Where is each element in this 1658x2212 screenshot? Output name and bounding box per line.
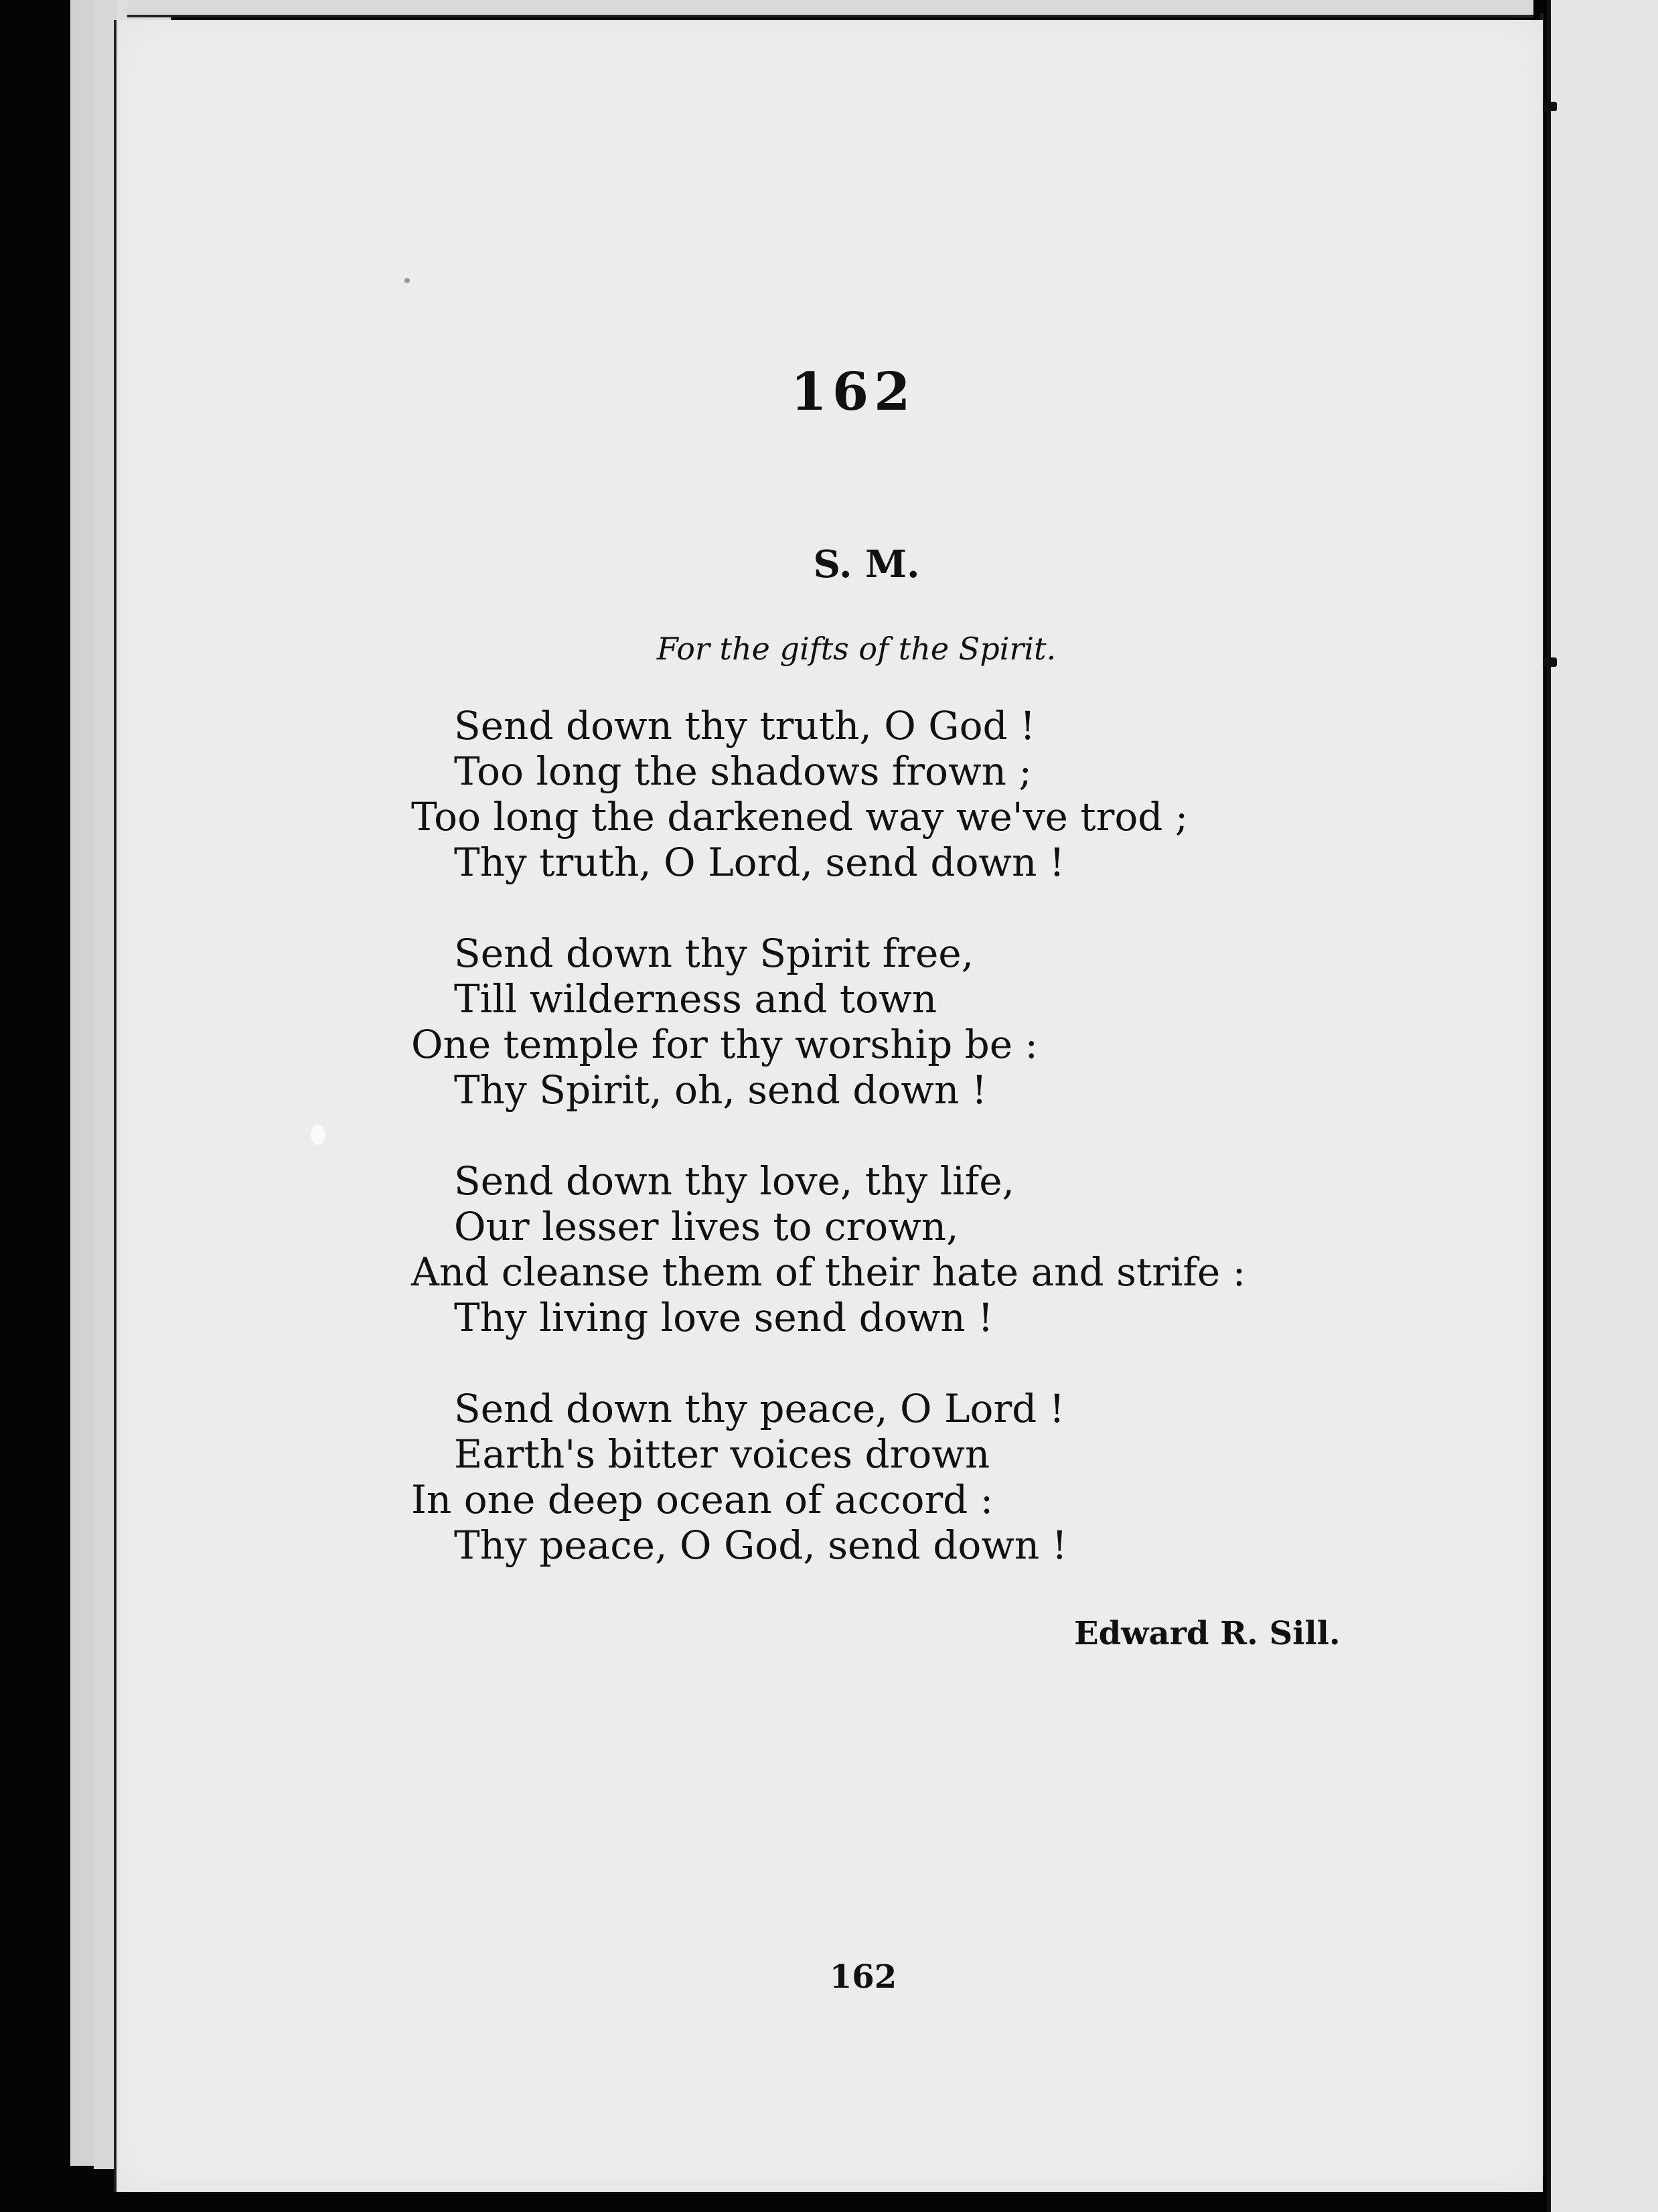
paper-speck (311, 1125, 325, 1145)
verse-line: Till wilderness and town (454, 976, 937, 1022)
top-page-edge (127, 0, 1533, 17)
verse-line: Send down thy peace, O Lord ! (454, 1386, 1065, 1431)
verse-line: Thy truth, O Lord, send down ! (454, 840, 1065, 885)
verse-line: Send down thy Spirit free, (454, 931, 974, 976)
hymn-meter: S. M. (813, 542, 920, 586)
facing-page-edge (1547, 0, 1658, 2212)
hymn-page (114, 20, 1543, 2192)
verse-line: And cleanse them of their hate and strife : (411, 1249, 1246, 1295)
stanza-4 (411, 1386, 1416, 1568)
verse-line: Earth's bitter voices drown (454, 1431, 990, 1477)
verse-line: Thy Spirit, oh, send down ! (454, 1067, 988, 1113)
verse-line: In one deep ocean of accord : (411, 1477, 994, 1522)
hymn-text (411, 703, 1416, 1613)
verse-line: Our lesser lives to crown, (454, 1204, 959, 1249)
verse-line: Thy living love send down ! (454, 1295, 994, 1340)
stanza-3 (411, 1158, 1416, 1340)
verse-line: Send down thy love, thy life, (454, 1158, 1014, 1204)
stanza-2 (411, 931, 1416, 1113)
hymn-author: Edward R. Sill. (1074, 1615, 1341, 1652)
stanza-1 (411, 703, 1416, 885)
hymn-number: 162 (790, 362, 916, 422)
verse-line: Too long the shadows frown ; (454, 748, 1032, 794)
verse-line: Too long the darkened way we've trod ; (411, 794, 1189, 840)
verse-line: One temple for thy worship be : (411, 1022, 1039, 1067)
verse-line: Thy peace, O God, send down ! (454, 1522, 1067, 1568)
hymn-subtitle: For the gifts of the Spirit. (656, 631, 1057, 667)
verse-line: Send down thy truth, O God ! (454, 703, 1036, 748)
paper-speck (404, 278, 410, 283)
page-number: 162 (829, 1958, 897, 1996)
